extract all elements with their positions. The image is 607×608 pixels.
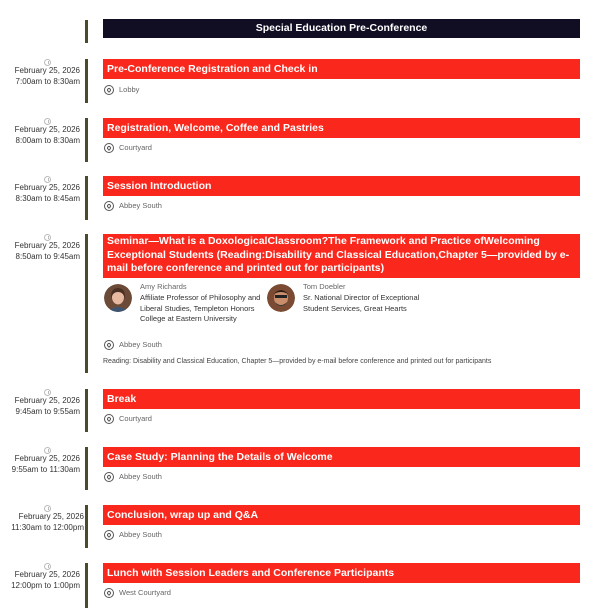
location-label: Abbey South — [119, 472, 162, 481]
location-label: Abbey South — [119, 340, 162, 349]
timeline-line — [85, 20, 88, 43]
timeline-line — [85, 505, 88, 548]
session-note: Reading: Disability and Classical Education, Chapter 5—provided by e-mail before conference and printed out for participants — [103, 358, 492, 365]
session-date: February 25, 2026 — [14, 66, 80, 75]
session-datetime — [0, 511, 84, 533]
location-label: Lobby — [119, 85, 140, 94]
location-label: Courtyard — [119, 143, 152, 152]
session-location — [104, 340, 162, 350]
session-time: 11:30am to 12:00pm — [11, 523, 84, 532]
speaker-name: Tom Doebler — [303, 282, 346, 291]
location-pin-icon — [104, 143, 114, 153]
session-date: February 25, 2026 — [14, 570, 80, 579]
session-datetime — [0, 65, 80, 87]
location-label: Courtyard — [119, 414, 152, 423]
session-location — [104, 143, 152, 153]
session-title[interactable]: Lunch with Session Leaders and Conference Participants — [103, 563, 580, 583]
session-datetime — [0, 124, 80, 146]
session-datetime — [0, 240, 80, 262]
session-date: February 25, 2026 — [14, 241, 80, 250]
session-date: February 25, 2026 — [14, 396, 80, 405]
section-header: Special Education Pre-Conference — [103, 19, 580, 38]
speaker-avatar — [267, 284, 295, 312]
speaker-card — [104, 282, 265, 325]
session-date: February 25, 2026 — [14, 454, 80, 463]
session-title[interactable]: Case Study: Planning the Details of Welcome — [103, 447, 580, 467]
session-location — [104, 201, 162, 211]
timeline-line — [85, 118, 88, 162]
location-pin-icon — [104, 530, 114, 540]
session-datetime — [0, 569, 80, 591]
location-label: Abbey South — [119, 530, 162, 539]
session-title[interactable]: Session Introduction — [103, 176, 580, 196]
session-time: 9:55am to 11:30am — [11, 465, 80, 474]
session-location — [104, 530, 162, 540]
session-time: 12:00pm to 1:00pm — [11, 581, 80, 590]
location-label: Abbey South — [119, 201, 162, 210]
session-time: 7:00am to 8:30am — [15, 77, 80, 86]
timeline-line — [85, 176, 88, 220]
location-pin-icon — [104, 85, 114, 95]
session-date: February 25, 2026 — [18, 512, 84, 521]
timeline-line — [85, 389, 88, 432]
session-time: 9:45am to 9:55am — [15, 407, 80, 416]
timeline-line — [85, 563, 88, 608]
session-location — [104, 472, 162, 482]
speaker-avatar — [104, 284, 132, 312]
session-datetime — [0, 453, 80, 475]
location-pin-icon — [104, 414, 114, 424]
session-date: February 25, 2026 — [14, 125, 80, 134]
timeline-line — [85, 447, 88, 490]
session-title[interactable]: Pre-Conference Registration and Check in — [103, 59, 580, 79]
location-pin-icon — [104, 340, 114, 350]
session-title[interactable]: Registration, Welcome, Coffee and Pastries — [103, 118, 580, 138]
session-datetime — [0, 395, 80, 417]
session-title[interactable]: Break — [103, 389, 580, 409]
location-pin-icon — [104, 588, 114, 598]
speaker-card — [267, 282, 428, 314]
session-location — [104, 588, 171, 598]
session-datetime — [0, 182, 80, 204]
session-time: 8:30am to 8:45am — [15, 194, 80, 203]
session-title[interactable]: Conclusion, wrap up and Q&A — [103, 505, 580, 525]
session-time: 8:50am to 9:45am — [15, 252, 80, 261]
speaker-role: Affiliate Professor of Philosophy and Liberal Studies, Templeton Honors College at Eastern University — [140, 292, 261, 324]
session-time: 8:00am to 8:30am — [15, 136, 80, 145]
location-label: West Courtyard — [119, 588, 171, 597]
location-pin-icon — [104, 472, 114, 482]
session-date: February 25, 2026 — [14, 183, 80, 192]
timeline-line — [85, 234, 88, 373]
session-location — [104, 85, 139, 95]
speaker-name: Amy Richards — [140, 282, 187, 291]
location-pin-icon — [104, 201, 114, 211]
speaker-role: Sr. National Director of Exceptional Student Services, Great Hearts — [303, 292, 420, 313]
session-location — [104, 414, 152, 424]
timeline-line — [85, 59, 88, 103]
session-title[interactable]: Seminar—What is a DoxologicalClassroom?The Framework and Practice ofWelcoming Exceptional Students (Reading:Disability and Classical Education,Chapter 5—provided by e-mail before conference and printed out for participants) — [103, 234, 580, 278]
